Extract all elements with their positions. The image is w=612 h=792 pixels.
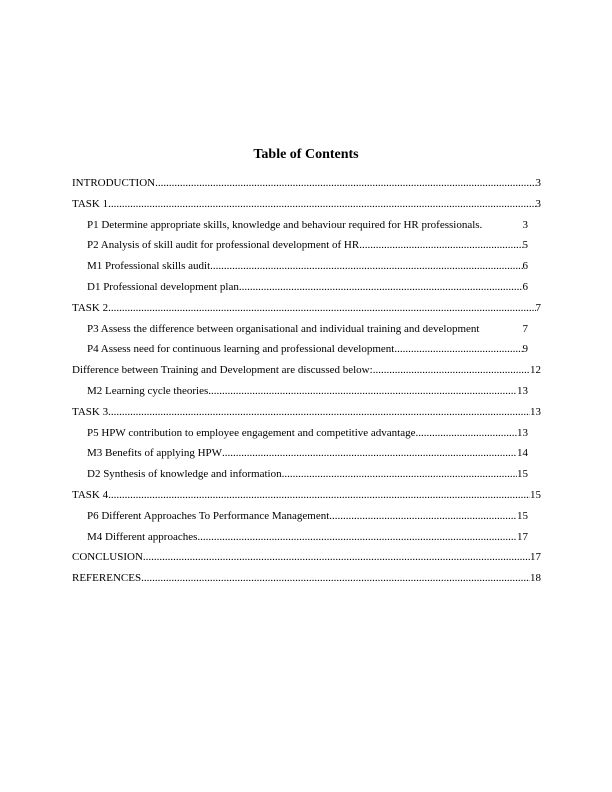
dot-leader	[373, 363, 530, 377]
toc-entry-references[interactable]	[0, 571, 541, 592]
toc-entry-page: 12	[530, 364, 541, 377]
toc-entry-difference[interactable]	[0, 363, 541, 384]
toc-entry-label: Difference between Training and Development are discussed below:	[72, 364, 373, 377]
toc-entry-p2[interactable]	[0, 238, 528, 259]
toc-entry-page: 7	[522, 322, 528, 335]
toc-entry-label: CONCLUSION	[72, 551, 143, 564]
toc-entry-page: 18	[530, 572, 541, 585]
toc-entry-page: 15	[530, 488, 541, 501]
dot-leader	[143, 550, 530, 564]
toc-entry-page: 17	[517, 530, 528, 543]
dot-leader	[155, 176, 535, 190]
toc-entry-label: M3 Benefits of applying HPW	[87, 447, 223, 460]
toc-entry-label: P1 Determine appropriate skills, knowledge and behaviour required for HR professionals.	[87, 218, 483, 231]
dot-leader	[108, 488, 530, 502]
toc-entry-introduction[interactable]	[0, 176, 541, 197]
toc-entry-p3[interactable]	[0, 322, 528, 343]
toc-entry-label: M2 Learning cycle theories	[87, 384, 209, 397]
dot-leader	[329, 509, 517, 523]
toc-entry-task-1[interactable]	[0, 197, 541, 218]
toc-entry-label: P4 Assess need for continuous learning and professional development	[87, 343, 395, 356]
toc-entry-page: 17	[530, 551, 541, 564]
toc-entry-m1[interactable]	[0, 259, 528, 280]
toc-entry-page: 3	[522, 218, 528, 231]
toc-entry-d1[interactable]	[0, 280, 528, 301]
toc-entry-label: TASK 4	[72, 488, 109, 501]
toc-entry-page: 7	[535, 301, 541, 314]
dot-leader	[197, 530, 517, 544]
toc-entry-page: 6	[522, 260, 528, 273]
toc-entry-label: M4 Different approaches	[87, 530, 198, 543]
toc-entry-m3[interactable]	[0, 446, 528, 467]
toc-entry-d2[interactable]	[0, 467, 528, 488]
toc-entry-page: 15	[517, 509, 528, 522]
dot-leader	[108, 301, 535, 315]
toc-entry-conclusion[interactable]	[0, 550, 541, 571]
dot-leader	[239, 280, 523, 294]
toc-list	[0, 176, 612, 592]
toc-entry-label: D2 Synthesis of knowledge and information	[87, 468, 282, 481]
toc-entry-p1[interactable]	[0, 218, 528, 239]
dot-leader	[108, 405, 530, 419]
toc-entry-page: 3	[535, 197, 541, 210]
toc-entry-page: 15	[517, 468, 528, 481]
toc-entry-page: 14	[517, 447, 528, 460]
toc-entry-m4[interactable]	[0, 530, 528, 551]
dot-leader	[208, 384, 517, 398]
toc-entry-p4[interactable]	[0, 342, 528, 363]
toc-entry-page: 13	[517, 426, 528, 439]
toc-entry-page: 6	[522, 280, 528, 293]
toc-entry-m2[interactable]	[0, 384, 528, 405]
toc-entry-label: P2 Analysis of skill audit for professional development of HR	[87, 239, 360, 252]
toc-entry-label: TASK 1	[72, 197, 109, 210]
toc-entry-page: 13	[517, 384, 528, 397]
toc-entry-page: 9	[522, 343, 528, 356]
toc-entry-label: TASK 3	[72, 405, 109, 418]
dot-leader	[359, 238, 522, 252]
toc-entry-label: REFERENCES	[72, 572, 142, 585]
toc-entry-label: D1 Professional development plan	[87, 280, 239, 293]
toc-entry-p6[interactable]	[0, 509, 528, 530]
toc-entry-label: INTRODUCTION	[72, 177, 156, 189]
toc-entry-label: P6 Different Approaches To Performance Management	[87, 509, 330, 522]
toc-entry-p5[interactable]	[0, 426, 528, 447]
dot-leader	[108, 197, 535, 211]
toc-entry-task-2[interactable]	[0, 301, 541, 322]
dot-leader	[394, 342, 522, 356]
toc-entry-label: P5 HPW contribution to employee engagement and competitive advantage	[87, 426, 416, 439]
toc-entry-task-3[interactable]	[0, 405, 541, 426]
toc-entry-page: 13	[530, 405, 541, 418]
dot-leader	[141, 571, 530, 585]
toc-entry-task-4[interactable]	[0, 488, 541, 509]
dot-leader	[282, 467, 517, 481]
toc-entry-label: TASK 2	[72, 301, 109, 314]
toc-entry-label: M1 Professional skills audit	[87, 260, 211, 273]
toc-entry-page: 3	[535, 177, 541, 189]
dot-leader	[416, 426, 518, 440]
toc-entry-page: 5	[522, 239, 528, 252]
toc-entry-label: P3 Assess the difference between organisational and individual training and development	[87, 322, 480, 335]
dot-leader	[210, 259, 522, 273]
dot-leader	[222, 446, 517, 460]
toc-title: Table of Contents	[253, 147, 359, 162]
